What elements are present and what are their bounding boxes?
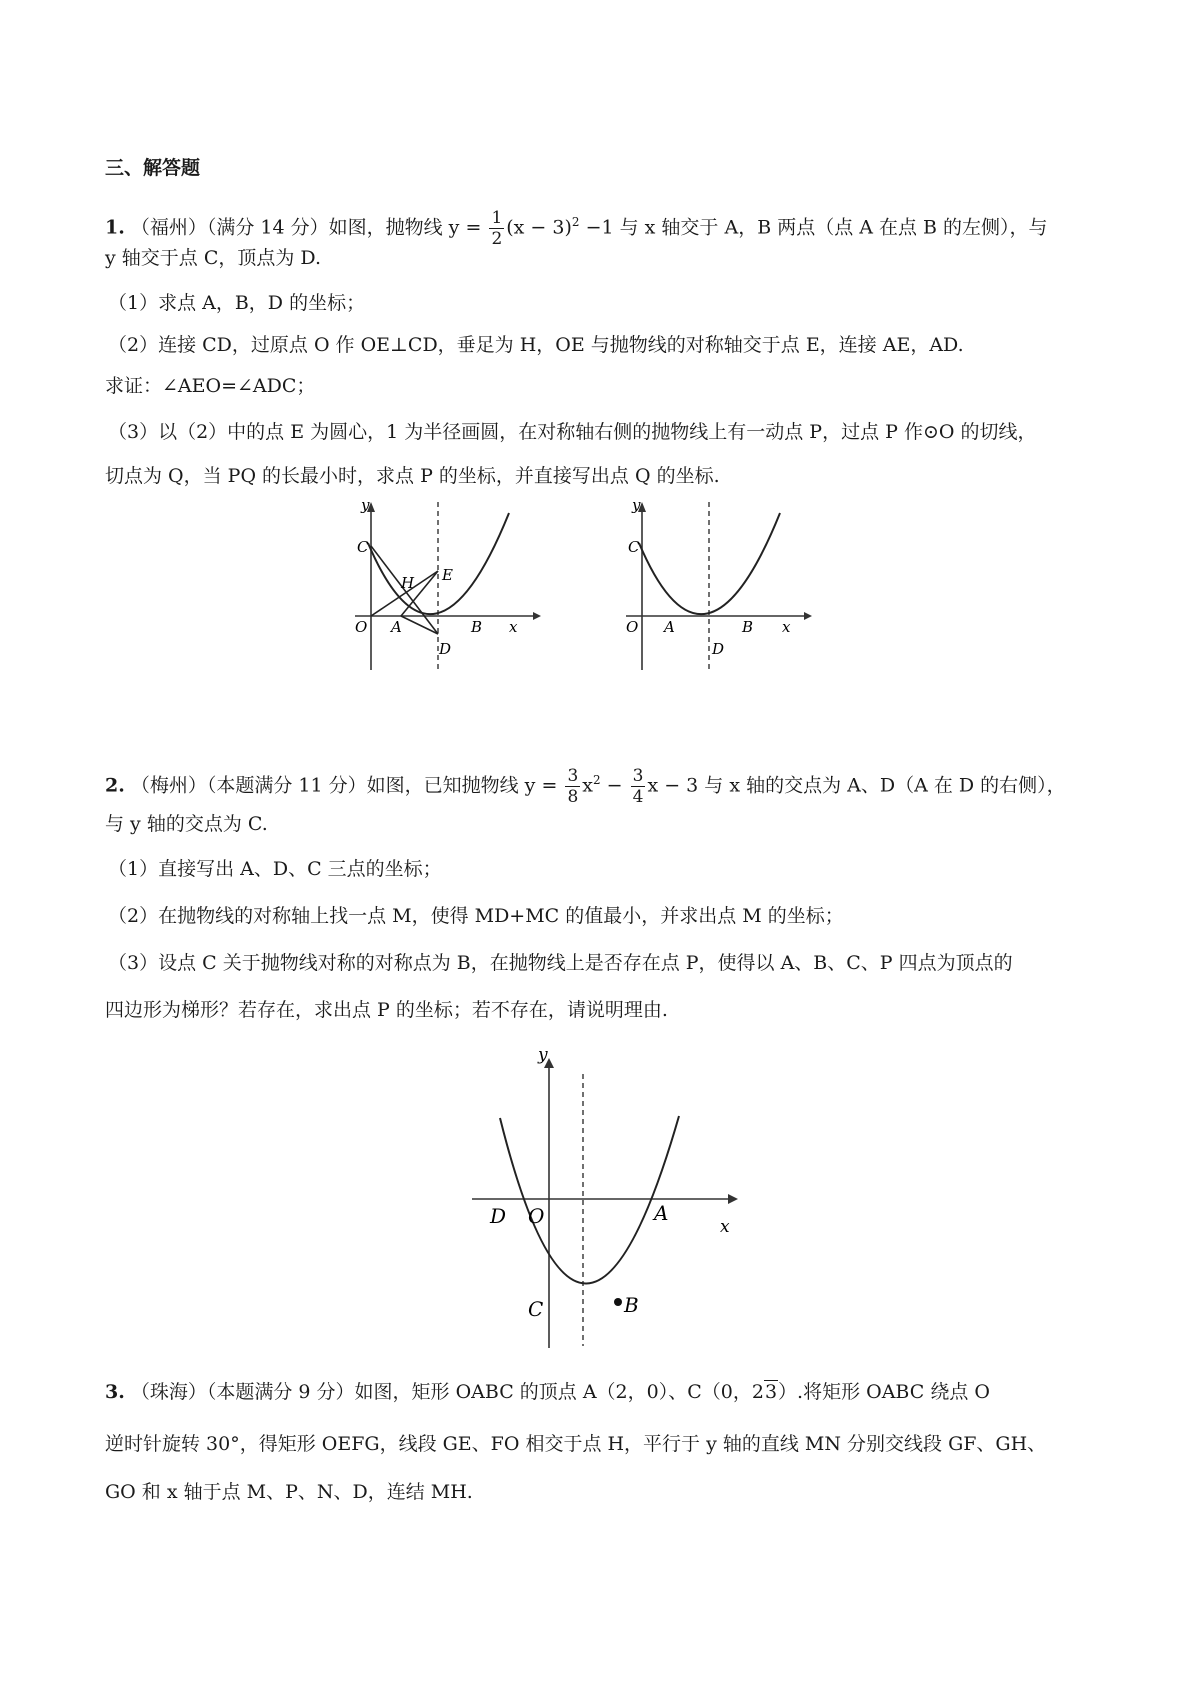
q1f2-parabola	[639, 513, 780, 614]
q1f2-label-d: D	[712, 640, 725, 658]
q1-part2-proof: 求证：∠AEO=∠ADC；	[105, 375, 316, 397]
q1-frac-den: 2	[491, 229, 503, 249]
q1-intro: （福州）（满分 14 分）如图，抛物线 y =	[130, 216, 482, 239]
q1f1-label-h: H	[401, 574, 415, 592]
q1-sup: 2	[571, 215, 580, 230]
q1f2-label-y: y	[632, 498, 641, 514]
q1-figure-left	[355, 498, 565, 673]
q1-part3-cont: 切点为 Q，当 PQ 的长最小时，求点 P 的坐标，并直接写出点 Q 的坐标.	[105, 465, 720, 487]
q3-intro-end: ）.将矩形 OABC 绕点 O	[778, 1381, 990, 1403]
q1-part3: （3）以（2）中的点 E 为圆心，1 为半径画圆，在对称轴右侧的抛物线上有一动点 P，过点 P 作⊙O 的切线，	[108, 421, 1037, 443]
q2f-label-c: C	[528, 1297, 544, 1321]
q1-expr: (x − 3)	[506, 216, 572, 239]
q1-intro-end: −1 与 x 轴交于 A，B 两点（点 A 在点 B 的左侧），与	[585, 216, 1048, 239]
q1f2-label-x: x	[782, 618, 791, 636]
q2-minus: −	[606, 774, 623, 797]
q2f-label-x: x	[720, 1217, 730, 1237]
q1f1-label-c: C	[357, 538, 369, 556]
section-title: 三、解答题	[105, 157, 201, 179]
q2f-label-d: D	[490, 1204, 507, 1228]
q1f2-x-arrow	[804, 612, 812, 620]
q1f2-label-b: B	[742, 618, 754, 636]
q2f-label-b: B	[624, 1293, 639, 1317]
q2-figure	[466, 1050, 746, 1350]
q1f1-label-e: E	[442, 566, 453, 584]
q1-line2: y 轴交于点 C，顶点为 D.	[105, 247, 321, 269]
q2-fraction-2	[631, 766, 646, 807]
q3-line3: GO 和 x 轴于点 M、P、N、D，连结 MH.	[105, 1481, 473, 1503]
q2-part3: （3）设点 C 关于抛物线对称的对称点为 B，在抛物线上是否存在点 P，使得以 A、B、C、P 四点为顶点的	[108, 952, 1013, 974]
q2f-x-arrow	[728, 1194, 738, 1204]
q2-sup: 2	[592, 773, 601, 788]
q2-frac1-num: 3	[567, 766, 579, 786]
q2-intro-end: x − 3 与 x 轴的交点为 A、D（A 在 D 的右侧），	[647, 774, 1066, 797]
q2-part1: （1）直接写出 A、D、C 三点的坐标；	[108, 858, 442, 880]
q1-number: 1.	[105, 216, 125, 239]
q1-figure-right	[626, 498, 826, 673]
q1f1-label-d: D	[439, 640, 452, 658]
q1f1-parabola	[368, 513, 509, 614]
q1f2-label-o: O	[626, 618, 639, 636]
q3-line1	[105, 1380, 990, 1404]
q2-intro: （梅州）（本题满分 11 分）如图，已知抛物线 y =	[130, 774, 558, 797]
q2f-point-b	[614, 1298, 622, 1306]
q1f1-label-a: A	[391, 618, 402, 636]
q3-intro: （珠海）（本题满分 9 分）如图，矩形 OABC 的顶点 A（2，0）、C（0，2	[130, 1381, 764, 1403]
q3-line2: 逆时针旋转 30°，得矩形 OEFG，线段 GE、FO 相交于点 H，平行于 y 轴的直线 MN 分别交线段 GF、GH、	[105, 1433, 1047, 1455]
q3-sqrt: 3	[764, 1381, 778, 1403]
q2f-label-y: y	[538, 1050, 548, 1065]
q2-frac1-den: 8	[567, 787, 579, 807]
q1f1-label-o: O	[355, 618, 368, 636]
q2-x-term: x	[582, 774, 593, 797]
q2-line2: 与 y 轴的交点为 C.	[105, 813, 268, 835]
q1f1-label-b: B	[471, 618, 483, 636]
q1f2-label-c: C	[628, 538, 640, 556]
q1-line1	[105, 208, 1048, 249]
q1f1-label-y: y	[361, 498, 370, 514]
q2f-label-a: A	[654, 1201, 669, 1225]
q2-frac2-num: 3	[632, 766, 644, 786]
q2-part2: （2）在抛物线的对称轴上找一点 M，使得 MD+MC 的值最小，并求出点 M 的坐标；	[108, 905, 844, 927]
q2f-label-o: O	[528, 1204, 545, 1228]
q1f1-segment-ad	[401, 616, 438, 634]
q1-fraction	[489, 208, 504, 249]
q2-frac2-den: 4	[632, 787, 644, 807]
q1-part2: （2）连接 CD，过原点 O 作 OE⊥CD，垂足为 H，OE 与抛物线的对称轴交于点 E，连接 AE，AD.	[108, 334, 964, 356]
q1-frac-num: 1	[491, 208, 503, 228]
q2-part3-cont: 四边形为梯形？若存在，求出点 P 的坐标；若不存在，请说明理由.	[105, 999, 668, 1021]
q3-number: 3.	[105, 1381, 125, 1403]
q1f1-label-x: x	[509, 618, 518, 636]
q1-part1: （1）求点 A，B，D 的坐标；	[108, 292, 366, 314]
q1f2-label-a: A	[664, 618, 675, 636]
q2-fraction-1	[565, 766, 580, 807]
q2-number: 2.	[105, 774, 125, 797]
q1f1-x-arrow	[533, 612, 541, 620]
q2-line1	[105, 766, 1066, 807]
